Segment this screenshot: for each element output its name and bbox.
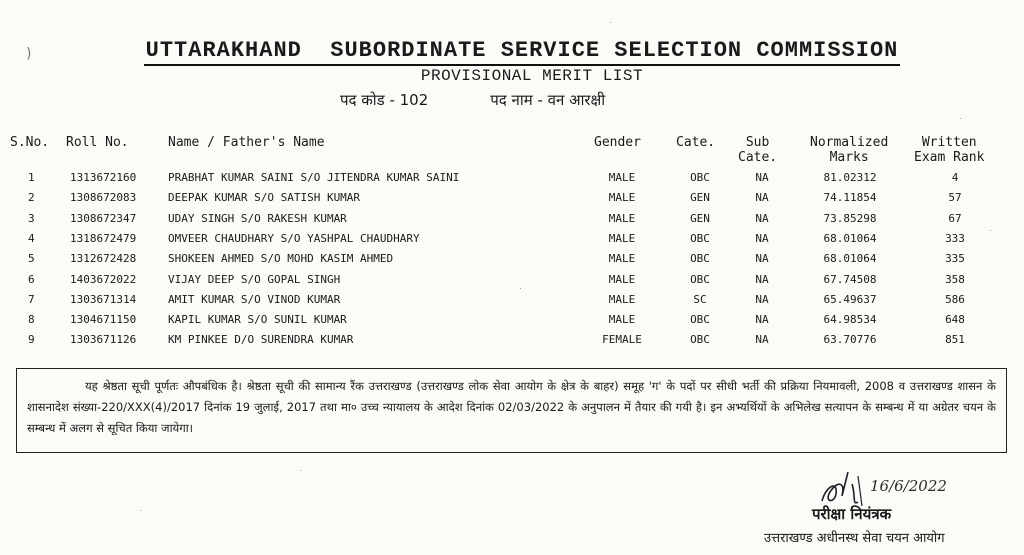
cell-roll: 1303671126 [70, 333, 137, 347]
cell-sub-category: NA [755, 231, 769, 245]
commission-title [0, 38, 1024, 63]
cell-sub-category: NA [755, 272, 769, 286]
cell-name: SHOKEEN AHMED S/O MOHD KASIM AHMED [168, 252, 394, 266]
cell-name: DEEPAK KUMAR S/O SATISH KUMAR [168, 191, 361, 205]
cell-rank: 586 [945, 292, 965, 306]
cell-name: VIJAY DEEP S/O GOPAL SINGH [168, 272, 341, 286]
margin-mark: ) [26, 46, 32, 62]
cell-rank: 333 [945, 231, 965, 245]
notice-text: यह श्रेष्ठता सूची पूर्णतः औपबंधिक है। श्रेष्ठता सूची की सामान्य रैंक उत्तराखण्ड (उत्तराखण्ड लोक सेवा आयोग के क्षेत्र के बाहर) समूह 'ग' के पदों पर सीधी भर्ती की प्रक्रिया नियमावली, 2008 व उत्तराखण्ड शासन के शासनादेश संख्या-220/XXX(4)/2017 दिनांक 19 जुलाई, 2017 तथा मा० उच्च न्यायालय के आदेश दिनांक 02/03/2022 के अनुपालन में तैयार की गयी है। इन अभ्यर्थियों के अभिलेख सत्यापन के सम्बन्ध में या अग्रेतर चयन के सम्बन्ध में अलग से सूचित किया जायेगा। [27, 379, 996, 435]
post-code: पद कोड - 102 [340, 91, 429, 109]
cell-sub-category: NA [755, 252, 769, 266]
cell-name: OMVEER CHAUDHARY S/O YASHPAL CHAUDHARY [168, 231, 420, 245]
table-row [0, 171, 1024, 191]
cell-rank: 335 [945, 252, 965, 266]
cell-gender: MALE [608, 313, 636, 327]
cell-category: OBC [690, 252, 710, 266]
organization-name: उत्तराखण्ड अधीनस्थ सेवा चयन आयोग [764, 531, 945, 546]
cell-gender: MALE [608, 171, 636, 184]
cell-category: OBC [690, 171, 710, 184]
table-row [0, 313, 1024, 333]
post-name: पद नाम - वन आरक्षी [490, 91, 606, 109]
table-row [0, 333, 1024, 353]
cell-sub-category: NA [755, 191, 769, 205]
signature-date: 16/6/2022 [870, 477, 947, 495]
col-header-category: Cate. [676, 135, 716, 150]
cell-name: PRABHAT KUMAR SAINI S/O JITENDRA KUMAR SAINI [168, 171, 460, 184]
table-row [0, 191, 1024, 211]
col-header-sno: S.No. [10, 135, 50, 150]
cell-sno: 1 [28, 171, 35, 184]
scan-speck [610, 22, 611, 23]
list-subtitle: PROVISIONAL MERIT LIST [420, 67, 644, 85]
cell-sno: 6 [28, 272, 35, 286]
cell-category: OBC [690, 333, 710, 347]
cell-category: OBC [690, 313, 710, 327]
cell-category: GEN [690, 191, 710, 205]
cell-sno: 9 [28, 333, 35, 347]
cell-sno: 7 [28, 292, 35, 306]
cell-roll: 1303671314 [70, 292, 137, 306]
cell-rank: 67 [948, 211, 962, 225]
cell-sno: 2 [28, 191, 35, 205]
table-row [0, 212, 1024, 232]
commission-title-text: UTTARAKHAND SUBORDINATE SERVICE SELECTION COMMISSION [144, 38, 901, 66]
notice-box [16, 368, 1007, 453]
col-header-sub-category: Sub Cate. [738, 135, 778, 165]
cell-roll: 1318672479 [70, 231, 137, 245]
cell-rank: 358 [945, 272, 965, 286]
post-info [340, 90, 605, 110]
cell-roll: 1308672347 [70, 211, 137, 225]
table-row [0, 273, 1024, 293]
col-header-roll: Roll No. [66, 135, 129, 150]
table-row [0, 232, 1024, 252]
scan-speck [960, 118, 961, 119]
cell-category: SC [693, 292, 707, 306]
cell-sub-category: NA [755, 313, 769, 327]
cell-sub-category: NA [755, 171, 769, 184]
cell-roll: 1304671150 [70, 313, 137, 327]
cell-sno: 3 [28, 211, 35, 225]
cell-sno: 5 [28, 252, 35, 266]
cell-sub-category: NA [755, 211, 769, 225]
cell-rank: 57 [948, 191, 962, 205]
scan-speck [300, 470, 301, 471]
cell-marks: 63.70776 [823, 333, 877, 347]
col-header-rank: Written Exam Rank [914, 135, 985, 165]
cell-sno: 8 [28, 313, 35, 327]
table-row [0, 293, 1024, 313]
table-row [0, 252, 1024, 272]
cell-roll: 1313672160 [70, 171, 137, 184]
col-header-name: Name / Father's Name [168, 135, 325, 150]
cell-gender: MALE [608, 292, 636, 306]
cell-name: UDAY SINGH S/O RAKESH KUMAR [168, 211, 347, 225]
cell-marks: 67.74508 [823, 272, 877, 286]
cell-marks: 68.01064 [823, 252, 877, 266]
cell-sub-category: NA [755, 292, 769, 306]
cell-name: AMIT KUMAR S/O VINOD KUMAR [168, 292, 341, 306]
cell-category: OBC [690, 272, 710, 286]
exam-controller-title: परीक्षा नियंत्रक [812, 505, 892, 523]
scan-speck [140, 510, 141, 511]
cell-gender: MALE [608, 272, 636, 286]
cell-name: KM PINKEE D/O SURENDRA KUMAR [168, 333, 354, 347]
cell-gender: MALE [608, 211, 636, 225]
cell-gender: MALE [608, 191, 636, 205]
cell-roll: 1312672428 [70, 252, 137, 266]
cell-marks: 74.11854 [823, 191, 877, 205]
cell-gender: MALE [608, 252, 636, 266]
cell-gender: FEMALE [602, 333, 642, 347]
cell-category: OBC [690, 231, 710, 245]
cell-sno: 4 [28, 231, 35, 245]
col-header-gender: Gender [594, 135, 641, 150]
cell-marks: 64.98534 [823, 313, 877, 327]
cell-category: GEN [690, 211, 710, 225]
col-header-marks: Normalized Marks [810, 135, 889, 165]
cell-sub-category: NA [755, 333, 769, 347]
cell-marks: 81.02312 [823, 171, 877, 184]
cell-rank: 4 [951, 171, 959, 184]
cell-roll: 1403672022 [70, 272, 137, 286]
cell-marks: 68.01064 [823, 231, 877, 245]
cell-roll: 1308672083 [70, 191, 137, 205]
cell-rank: 648 [945, 313, 965, 327]
cell-rank: 851 [945, 333, 965, 347]
cell-gender: MALE [608, 231, 636, 245]
cell-name: KAPIL KUMAR S/O SUNIL KUMAR [168, 313, 347, 327]
cell-marks: 73.85298 [823, 211, 877, 225]
cell-marks: 65.49637 [823, 292, 877, 306]
